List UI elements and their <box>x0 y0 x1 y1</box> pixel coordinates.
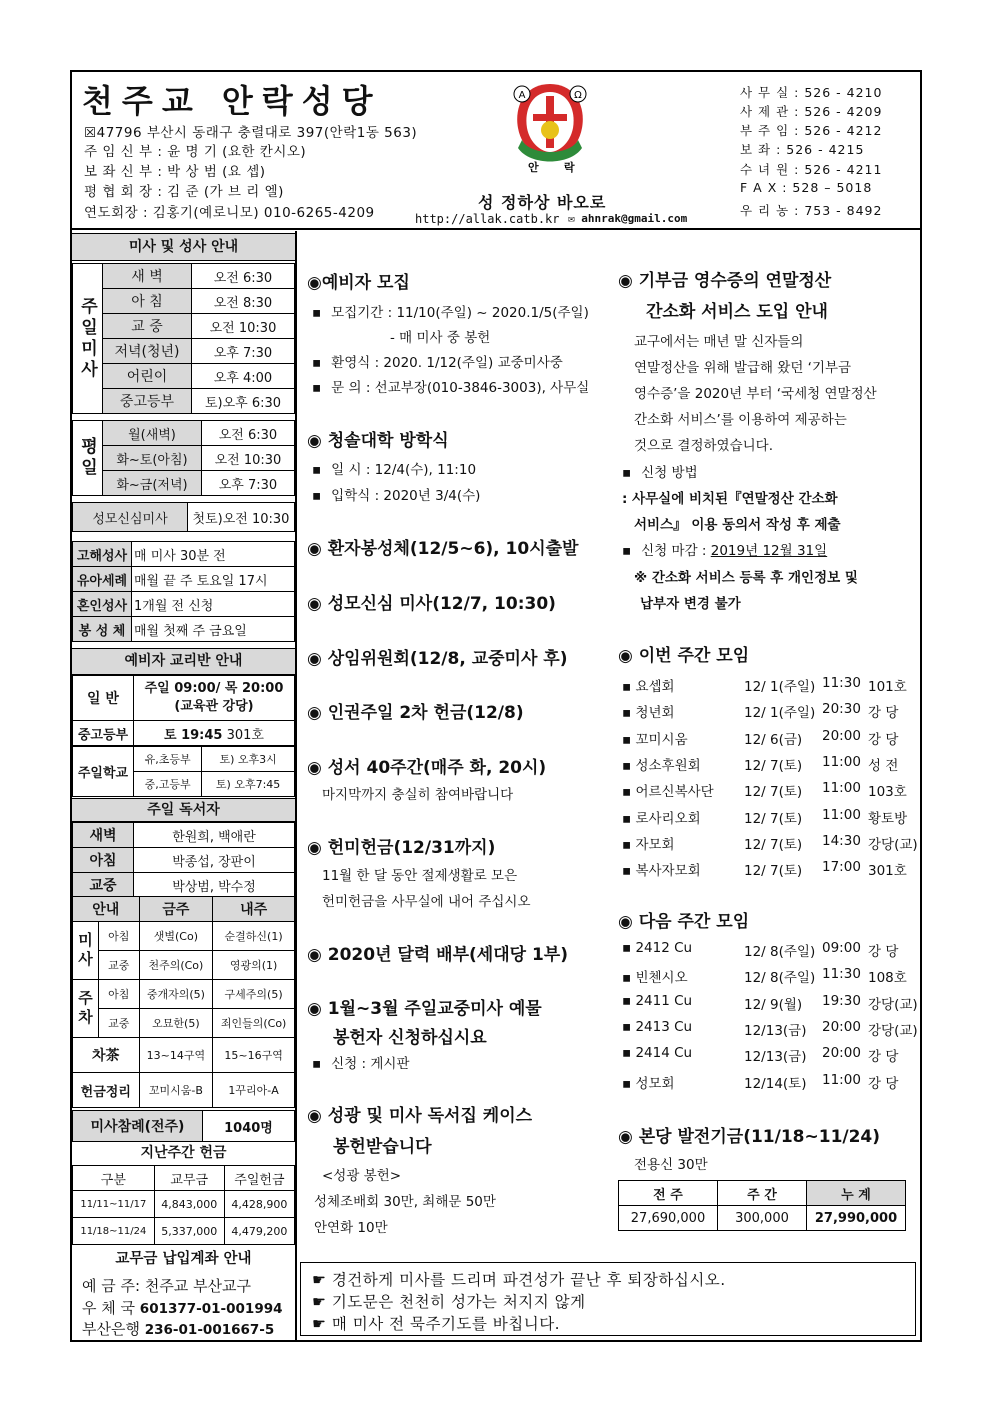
meeting-date: 12/ 7(토) <box>744 757 803 774</box>
meeting-place: 황토방 <box>868 810 908 827</box>
mass-title: 미사 및 성사 안내 <box>72 233 295 261</box>
meeting-place: 강당(교) <box>868 836 918 853</box>
contact-pastor: 부 주 임 : 526 - 4212 <box>740 123 883 138</box>
mass-name: 아 침 <box>103 289 192 314</box>
duty-this: 오묘한(5) <box>139 1009 213 1038</box>
meeting-time: 20:00 <box>822 727 861 744</box>
catechism-general-time: 주일 09:00/ 목 20:00 <box>144 681 284 696</box>
seongmo-mass-name: 성모신심미사 <box>73 503 188 532</box>
money-this: 꼬미시움-B <box>139 1073 213 1108</box>
meeting-date: 12/ 7(토) <box>744 810 803 827</box>
meeting-date: 12/ 1(주일) <box>744 705 816 722</box>
catechism-title: 예비자 교리반 안내 <box>72 648 295 675</box>
receipt-deadline <box>622 539 827 559</box>
meeting-place: 성 전 <box>868 757 899 774</box>
rice-line-1: 11월 한 달 동안 절제생활로 모은 <box>322 868 518 884</box>
duty-mass: 아침 <box>99 922 140 951</box>
meeting-time: 11:30 <box>822 675 861 691</box>
header-divider <box>70 228 922 230</box>
mail-icon: ✉ <box>568 212 582 225</box>
sacrament-desc: 매월 첫째 주 금요일 <box>132 617 295 642</box>
rice-line-2: 헌미헌금을 사무실에 내어 주십시오 <box>322 894 531 910</box>
yeondo-president: 연도회장 : 김홍기(예로니모) 010-6265-4209 <box>84 205 375 221</box>
sacrament-name: 유아세례 <box>73 567 132 592</box>
fund-total: 27,990,000 <box>807 1206 906 1231</box>
meeting-place: 강 당 <box>868 1049 899 1066</box>
sunday-mass-label: 주일미사 <box>73 264 103 414</box>
meeting-place: 301호 <box>868 863 907 880</box>
fund-head-total: 누 계 <box>807 1181 906 1206</box>
calendar-title: ◉ 2020년 달력 배부(세대당 1부) <box>307 945 568 965</box>
fund-title: ◉ 본당 발전기금(11/18~11/24) <box>618 1127 881 1147</box>
catechism-youth-time: 토 19:45 <box>164 727 223 743</box>
offering-head: 구분 <box>73 1166 155 1191</box>
mass-time: 오전 8:30 <box>191 289 294 314</box>
seongmo-mass-table <box>72 502 295 532</box>
mass-time: 오전 6:30 <box>191 264 294 289</box>
meeting-time: 11:00 <box>822 1071 861 1088</box>
mass-time: 오전 10:30 <box>191 314 294 339</box>
meeting-date: 12/ 7(토) <box>744 836 803 853</box>
parish-title: 천주교 안락성당 <box>82 82 382 120</box>
address: ☒47796 부산시 동래구 충렬대로 397(안락1동 563) <box>84 125 418 141</box>
sacrament-desc: 1개월 전 신청 <box>132 592 295 617</box>
fund-table <box>618 1180 906 1231</box>
readers-title: 주일 독서자 <box>72 798 295 822</box>
rights-sunday-title: ◉ 인권주일 2차 헌금(12/8) <box>307 703 524 723</box>
meeting-place: 강 당 <box>868 1075 899 1092</box>
meeting-time: 19:30 <box>822 992 861 1009</box>
mass-time: 오전 6:30 <box>201 421 294 446</box>
offering-period: 11/11~11/17 <box>73 1191 155 1218</box>
meeting-date: 12/13(금) <box>744 1049 807 1066</box>
reader-mass: 아침 <box>73 848 134 873</box>
duty-this: 샛별(Co) <box>139 922 213 951</box>
catechumen-period: ▪ 모집기간 : 11/10(주일) ~ 2020.1/5(주일) <box>312 301 589 321</box>
logo-omega: Ω <box>574 90 582 101</box>
sacraments-table <box>72 541 295 642</box>
meeting-time: 20:00 <box>822 1045 861 1062</box>
duty-next: 구세주의(5) <box>213 980 295 1009</box>
meeting-time: 11:00 <box>822 753 861 770</box>
fund-prev: 27,690,000 <box>619 1206 718 1231</box>
reader-names: 박종섭, 장판이 <box>134 848 295 873</box>
meeting-place: 108호 <box>868 970 907 987</box>
meeting-place: 강당(교) <box>868 996 918 1013</box>
meeting-name: ▪ 빈첸시오 <box>622 970 688 987</box>
meeting-name: ▪ 요셉회 <box>622 679 675 695</box>
offering-period: 11/18~11/24 <box>73 1218 155 1245</box>
pastor: 주 임 신 부 : 윤 명 기 (요한 칸시오) <box>84 144 307 160</box>
catechism-youth-label: 중고등부 <box>73 721 134 746</box>
receipt-title-2: 간소화 서비스 도입 안내 <box>646 302 828 322</box>
meeting-time: 17:00 <box>822 859 861 876</box>
assistant-pastor: 보 좌 신 부 : 박 상 범 (요 셉) <box>84 164 266 180</box>
sacrament-name: 혼인성사 <box>73 592 132 617</box>
offering-title: 지난주간 헌금 <box>140 1145 227 1161</box>
this-week-title: ◉ 이번 주간 모임 <box>618 646 750 666</box>
duty-next: 순결하신(1) <box>213 922 295 951</box>
meeting-time: 09:00 <box>822 940 861 956</box>
duty-next: 죄인들의(Co) <box>213 1009 295 1038</box>
readers-table <box>72 822 295 898</box>
fund-head-week: 주 간 <box>718 1181 807 1206</box>
case-title-1: ◉ 성광 및 미사 독서집 케이스 <box>307 1106 533 1126</box>
account-post-label: 우 체 국 <box>82 1299 136 1317</box>
college-entrance: ▪ 입학식 : 2020년 3/4(수) <box>312 484 480 504</box>
meeting-date: 12/13(금) <box>744 1022 807 1039</box>
contact-office: 사 무 실 : 526 - 4210 <box>740 85 883 100</box>
bible-title: ◉ 성서 40주간(매주 화, 20시) <box>307 758 547 778</box>
meeting-place: 103호 <box>868 784 907 801</box>
mass-time: 오전 10:30 <box>201 446 294 471</box>
reader-names: 한원희, 백애란 <box>134 823 295 848</box>
contact-fax: F A X : 528 – 5018 <box>740 180 873 195</box>
meeting-place: 강 당 <box>868 944 899 960</box>
parish-logo <box>500 78 600 173</box>
meeting-date: 12/14(토) <box>744 1075 807 1092</box>
fund-head-prev: 전 주 <box>619 1181 718 1206</box>
offering-head: 주일헌금 <box>224 1166 294 1191</box>
receipt-warning-1: ※ 간소화 서비스 등록 후 개인정보 및 <box>634 570 858 586</box>
mass-name: 화~금(저녁) <box>103 471 202 496</box>
offering-tithe: 4,843,000 <box>154 1191 224 1218</box>
duty-misa-label: 미사 <box>73 922 99 980</box>
catechism-table <box>72 675 295 746</box>
duty-parking-label: 주차 <box>73 980 99 1038</box>
tea-next: 15~16구역 <box>213 1038 295 1073</box>
receipt-body-4: 간소화 서비스’를 이용하여 제공하는 <box>634 412 847 428</box>
meeting-name: ▪ 자모회 <box>622 836 675 853</box>
case-line-3: 안연화 10만 <box>314 1220 388 1236</box>
tea-label: 차茶 <box>73 1038 140 1073</box>
patron-saint: 성 정하상 바오로 <box>478 193 607 212</box>
fund-week: 300,000 <box>718 1206 807 1231</box>
notice-line-2: ☛ 기도문은 천천히 성가는 처지지 않게 <box>312 1293 586 1311</box>
account-bank-number: 236-01-001667-5 <box>144 1322 275 1338</box>
mass-name: 새 벽 <box>103 264 192 289</box>
college-title: ◉ 청솔대학 방학식 <box>307 431 449 451</box>
sunday-mass-table <box>72 263 295 414</box>
logo-rak: 락 <box>564 161 575 173</box>
case-line-1: <성광 봉헌> <box>322 1168 402 1184</box>
meeting-date: 12/ 8(주일) <box>744 970 816 987</box>
contact-urinong: 우 리 농 : 753 - 8492 <box>740 203 883 218</box>
seongmo-mass-time: 첫토)오전 10:30 <box>188 503 295 532</box>
meeting-name: ▪ 복사자모회 <box>622 863 701 880</box>
email-link[interactable] <box>568 212 687 225</box>
weekday-mass-label: 평일 <box>73 421 103 496</box>
money-next: 1꾸리아-A <box>213 1073 295 1108</box>
seongmo-title: ◉ 성모신심 미사(12/7, 10:30) <box>307 594 556 614</box>
meeting-name: ▪ 꼬미시움 <box>622 731 688 748</box>
reader-names: 박상범, 박수정 <box>134 873 295 898</box>
meeting-date: 12/ 1(주일) <box>744 679 816 695</box>
receipt-body-3: 영수증’을 2020년 부터 ‘국세청 연말정산 <box>634 386 877 402</box>
sacrament-name: 고해성사 <box>73 542 132 567</box>
account-holder: 예 금 주: 천주교 부산교구 <box>82 1277 252 1295</box>
meeting-name: ▪ 2413 Cu <box>622 1018 693 1035</box>
mass-time: 오후 7:30 <box>191 339 294 364</box>
receipt-method-2: 서비스』 이용 동의서 작성 후 제출 <box>634 517 841 533</box>
meeting-name: ▪ 성모회 <box>622 1075 675 1092</box>
receipt-method-1: : 사무실에 비치된『연말정산 간소화 <box>622 491 838 507</box>
duty-mass: 교중 <box>99 1009 140 1038</box>
receipt-method: ▪ 신청 방법 <box>622 461 698 481</box>
catechism-general-label: 일 반 <box>73 676 134 721</box>
duty-next: 영광의(1) <box>213 951 295 980</box>
catechumen-welcome: ▪ 환영식 : 2020. 1/12(주일) 교중미사중 <box>312 351 563 371</box>
weekday-mass-table <box>72 420 295 496</box>
email-text: ahnrak@gmail.com <box>581 212 688 225</box>
attendance-table <box>72 1110 295 1142</box>
sacrament-desc: 매 미사 30분 전 <box>132 542 295 567</box>
contact-assistant: 보 좌 : 526 - 4215 <box>740 142 865 157</box>
offering-sunday: 4,479,200 <box>224 1218 294 1245</box>
sunday-school-table <box>72 746 295 797</box>
catechumen-offering: - 매 미사 중 봉헌 <box>390 330 491 346</box>
contact-convent: 수 녀 원 : 526 - 4211 <box>740 162 883 177</box>
council-president: 평 협 회 장 : 김 준 (가 브 리 엘) <box>84 184 284 200</box>
meeting-name: ▪ 로사리오회 <box>622 810 701 827</box>
receipt-body-1: 교구에서는 매년 말 신자들의 <box>634 334 804 350</box>
attendance-label: 미사참례(전주) <box>73 1111 203 1142</box>
catechism-general-place: (교육관 강당) <box>174 699 254 714</box>
mass-time: 토)오후 6:30 <box>191 389 294 414</box>
meeting-place: 101호 <box>868 679 907 695</box>
duty-this: 천주의(Co) <box>139 951 213 980</box>
account-title: 교무금 납입계좌 안내 <box>115 1251 252 1267</box>
sunday-school-label: 주일학교 <box>73 747 134 797</box>
meeting-place: 강 당 <box>868 705 899 722</box>
duty-mass: 아침 <box>99 980 140 1009</box>
money-label: 헌금정리 <box>73 1073 140 1108</box>
tea-this: 13~14구역 <box>139 1038 213 1073</box>
reader-mass: 새벽 <box>73 823 134 848</box>
meeting-time: 20:30 <box>822 701 861 718</box>
mass-name: 어린이 <box>103 364 192 389</box>
school-grade: 중,고등부 <box>134 772 202 797</box>
offering-tithe: 5,337,000 <box>154 1218 224 1245</box>
logo-an: 안 <box>528 161 539 173</box>
school-grade: 유,초등부 <box>134 747 202 772</box>
mass-time: 오후 7:30 <box>201 471 294 496</box>
mass-name: 월(새벽) <box>103 421 202 446</box>
next-week-title: ◉ 다음 주간 모임 <box>618 912 750 932</box>
meeting-name: ▪ 어르신복사단 <box>622 784 714 801</box>
duty-table <box>72 896 295 1108</box>
catechumen-contact: ▪ 문 의 : 선교부장(010-3846-3003), 사무실 <box>312 376 589 396</box>
meeting-name: ▪ 2412 Cu <box>622 940 693 956</box>
meeting-time: 11:30 <box>822 966 861 983</box>
rice-offering-title: ◉ 헌미헌금(12/31까지) <box>307 838 496 858</box>
deadline-label: 신청 마감 : <box>641 543 711 559</box>
meeting-date: 12/ 7(토) <box>744 863 803 880</box>
meeting-name: ▪ 2411 Cu <box>622 992 693 1009</box>
receipt-title-1: ◉ 기부금 영수증의 연말정산 <box>618 271 832 291</box>
duty-head-next: 내주 <box>213 897 295 922</box>
flower-title-1: ◉ 1월~3월 주일교중미사 예물 <box>307 999 542 1019</box>
catechumen-title: ◉예비자 모집 <box>307 273 410 293</box>
meeting-date: 12/ 8(주일) <box>744 944 816 960</box>
receipt-warning-2: 납부자 변경 불가 <box>640 596 741 612</box>
sacrament-desc: 매월 끝 주 토요일 17시 <box>132 567 295 592</box>
deadline-value: 2019년 12월 31일 <box>710 543 828 559</box>
duty-head-this: 금주 <box>139 897 213 922</box>
catechism-youth-room: 301호 <box>226 727 264 743</box>
fund-donor: 전용신 30만 <box>634 1157 708 1173</box>
meeting-name: ▪ 청년회 <box>622 705 675 722</box>
case-line-2: 성체조배회 30만, 최해문 50만 <box>314 1194 496 1210</box>
meeting-place: 강당(교) <box>868 1022 918 1039</box>
meeting-date: 12/ 6(금) <box>744 731 803 748</box>
meeting-time: 14:30 <box>822 832 861 849</box>
sacrament-name: 봉 성 체 <box>73 617 132 642</box>
receipt-body-5: 것으로 결정하였습니다. <box>634 438 773 454</box>
offering-head: 교무금 <box>154 1166 224 1191</box>
duty-mass: 교중 <box>99 951 140 980</box>
meeting-time: 20:00 <box>822 1018 861 1035</box>
meeting-date: 12/ 7(토) <box>744 784 803 801</box>
meeting-name: ▪ 성소후원회 <box>622 757 701 774</box>
mass-name: 화~토(아침) <box>103 446 202 471</box>
offering-table <box>72 1165 295 1245</box>
sick-communion-title: ◉ 환자봉성체(12/5~6), 10시출발 <box>307 539 579 559</box>
account-bank-label: 부산은행 <box>82 1320 140 1338</box>
college-date: ▪ 일 시 : 12/4(수), 11:10 <box>312 458 476 478</box>
meeting-time: 11:00 <box>822 806 861 823</box>
account-post-number: 601377-01-001994 <box>139 1301 283 1317</box>
school-time: 토) 오후7:45 <box>202 772 295 797</box>
logo-alpha: A <box>518 90 526 101</box>
mass-name: 중고등부 <box>103 389 192 414</box>
flower-title-2: 봉헌자 신청하십시요 <box>333 1028 487 1048</box>
mass-name: 저녁(청년) <box>103 339 192 364</box>
reader-mass: 교중 <box>73 873 134 898</box>
bible-line: 마지막까지 충실히 참여바랍니다 <box>322 787 514 803</box>
duty-this: 중개자의(5) <box>139 980 213 1009</box>
contact-rectory: 사 제 관 : 526 - 4209 <box>740 104 883 119</box>
website-link[interactable]: http://allak.catb.kr <box>415 212 560 226</box>
meeting-time: 11:00 <box>822 780 861 797</box>
mass-name: 교 중 <box>103 314 192 339</box>
case-title-2: 봉헌받습니다 <box>333 1137 432 1157</box>
meeting-name: ▪ 2414 Cu <box>622 1045 693 1062</box>
flower-apply: ▪ 신청 : 게시판 <box>312 1052 410 1072</box>
offering-sunday: 4,428,900 <box>224 1191 294 1218</box>
committee-title: ◉ 상임위원회(12/8, 교중미사 후) <box>307 649 568 669</box>
meeting-date: 12/ 9(월) <box>744 996 803 1013</box>
notice-line-1: ☛ 경건하게 미사를 드리며 파견성가 끝난 후 퇴장하십시오. <box>312 1271 726 1289</box>
receipt-body-2: 연말정산을 위해 발급해 왔던 ‘기부금 <box>634 360 852 376</box>
duty-head-guide: 안내 <box>73 897 140 922</box>
school-time: 토) 오후3시 <box>202 747 295 772</box>
notice-line-3: ☛ 매 미사 전 묵주기도를 바칩니다. <box>312 1315 561 1333</box>
meeting-place: 강 당 <box>868 731 899 748</box>
mass-time: 오후 4:00 <box>191 364 294 389</box>
attendance-value: 1040명 <box>203 1111 295 1142</box>
